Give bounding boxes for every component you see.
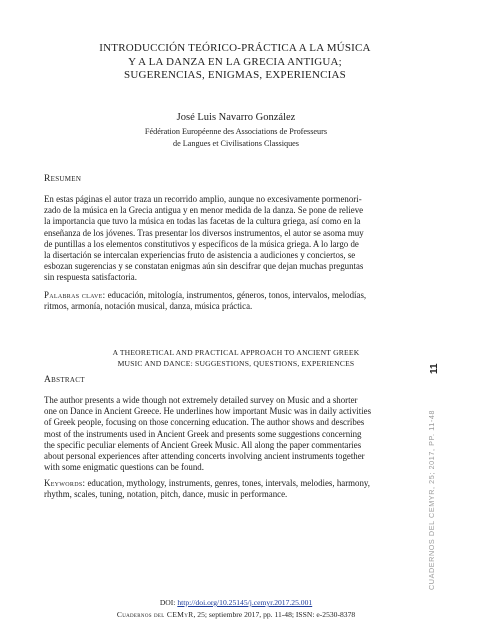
abstract-line: of Greek people, focusing on those concerning education. The author shows and describes — [44, 417, 365, 428]
keywords-text: educación, mitología, instrumentos, géneros, tonos, intervalos, melodías, — [105, 290, 367, 300]
keywords-label: Keywords: — [44, 478, 86, 488]
abstract-line: one on Dance in Ancient Greece. He underlines how important Music was in daily activities — [44, 406, 372, 417]
title-line: SUGERENCIAS, ENIGMAS, EXPERIENCIAS — [124, 69, 346, 81]
resumen-line: la importancia que tuvo la música en todas las facetas de la cultura griega, así como en la — [44, 216, 361, 227]
journal-name: Cuadernos del CEMyR — [116, 610, 194, 619]
abstract-heading: Abstract — [44, 375, 85, 385]
affiliation-line: Fédération Européenne des Associations de Professeurs — [144, 127, 328, 136]
resumen-keywords — [44, 290, 430, 312]
abstract-line: the specific peculiar elements of Ancient Greek Music. All along the paper commentaries — [44, 439, 362, 450]
resumen-line: la disertación se intercalan experiencias fruto de asistencia a audiciones y conciertos, se — [44, 250, 356, 261]
abstract-line: most of the instruments used in Ancient Greek and presents some suggestions concerning — [44, 428, 362, 439]
english-title-line: MUSIC AND DANCE: SUGGESTIONS, QUESTIONS, EXPERIENCES — [117, 359, 355, 368]
journal-citation — [40, 610, 432, 619]
resumen-heading: Resumen — [44, 174, 82, 184]
resumen-line: zado de la música en la Grecia antigua y en menor medida de la danza. Se pone de relieve — [44, 205, 364, 216]
resumen-line: esbozan sugerencias y se constatan enigmas aún sin descifrar que dejan muchas preguntas — [44, 261, 364, 272]
resumen-line: de puntillas a los elementos constitutivos y específicos de la música griega. A lo largo de — [44, 238, 359, 249]
resumen-body — [44, 194, 430, 284]
article-title — [40, 42, 430, 83]
title-line: INTRODUCCIÓN TEÓRICO-PRÁCTICA A LA MÚSICA — [99, 42, 371, 54]
abstract-keywords — [44, 478, 430, 500]
abstract-line: The author presents a wide though not extremely detailed survey on Music and a shorter — [44, 395, 358, 405]
english-title-line: A THEORETICAL AND PRACTICAL APPROACH TO ANCIENT GREEK — [112, 348, 360, 357]
affiliation-line: de Langues et Civilisations Classiques — [173, 138, 299, 148]
resumen-line: enseñanza de los jóvenes. Tras presentar los diversos instrumentos, el autor se asoma muy — [44, 227, 364, 238]
abstract-line: with some enigmatic questions can be found. — [44, 462, 204, 473]
journal-details: , 25; septiembre 2017, pp. 11-48; ISSN: e-2530-8378 — [193, 610, 356, 619]
keywords-text: ritmos, armonía, notación musical, danza, música práctica. — [44, 301, 253, 312]
abstract-line: about personal experiences after attending concerts involving ancient instruments together — [44, 451, 365, 462]
doi-label: DOI: — [159, 598, 178, 607]
keywords-label: Palabras clave: — [44, 290, 106, 300]
resumen-line: sin respuesta satisfactoria. — [44, 272, 137, 283]
keywords-text: education, mythology, instruments, genres, tones, intervals, melodies, harmony, — [85, 478, 371, 488]
abstract-body — [44, 395, 430, 473]
keywords-text: rhythm, scales, tuning, notation, pitch, dance, music in performance. — [44, 489, 288, 500]
author-affiliation — [40, 126, 432, 149]
side-running-head: CUADERNOS DEL CEMYR, 25; 2017, PP. 11-48 — [427, 409, 436, 590]
author-name: José Luis Navarro González — [176, 112, 296, 123]
doi-line — [40, 598, 432, 607]
page-number: 11 — [429, 363, 440, 374]
title-line: Y A LA DANZA EN LA GRECIA ANTIGUA; — [128, 55, 342, 68]
english-title — [40, 347, 432, 369]
resumen-line: En estas páginas el autor traza un recorrido amplio, aunque no excesivamente pormenori- — [44, 194, 362, 204]
doi-link[interactable]: http://doi.org/10.25145/j.cemyr.2017.25.001 — [177, 598, 313, 607]
